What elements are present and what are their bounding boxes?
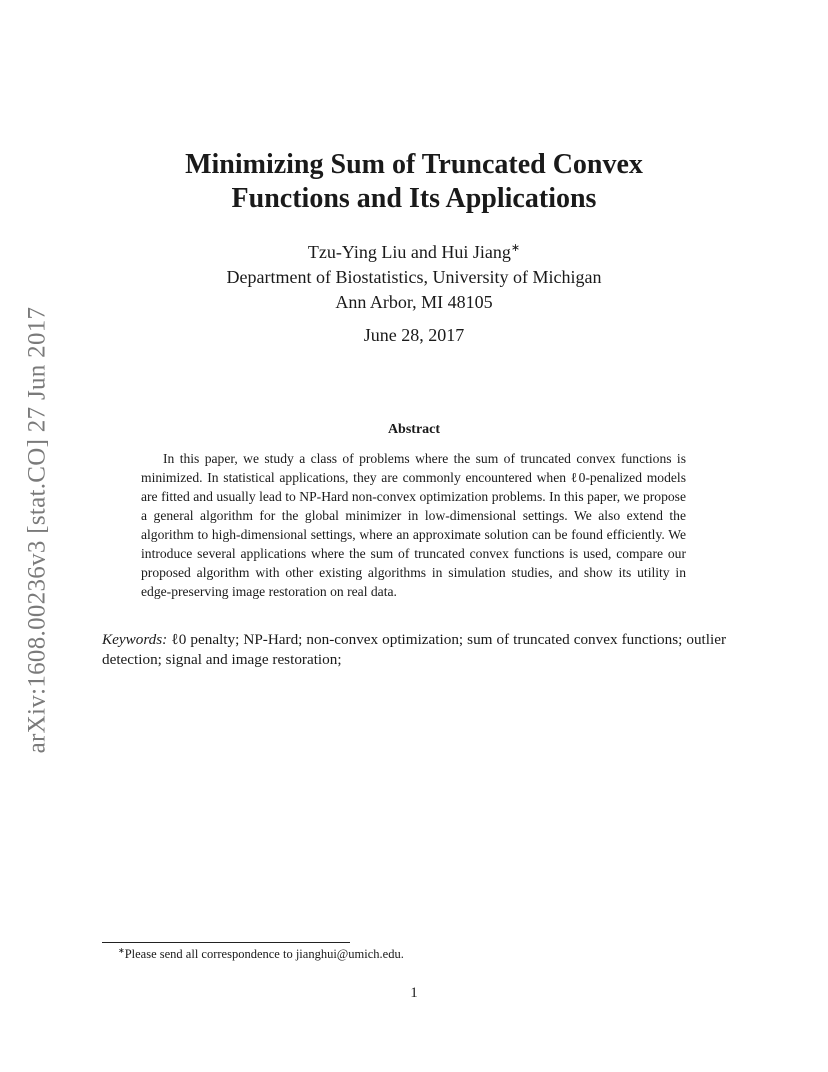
author-footnote-mark: ∗ bbox=[510, 242, 521, 254]
arxiv-identifier: arXiv:1608.00236v3 [stat.CO] 27 Jun 2017 bbox=[23, 306, 51, 754]
author-location: Ann Arbor, MI 48105 bbox=[335, 292, 493, 312]
paper-date: June 28, 2017 bbox=[363, 325, 465, 345]
keywords-paragraph bbox=[102, 630, 726, 670]
footnote-divider bbox=[102, 942, 350, 943]
keywords-label: Keywords: bbox=[102, 631, 168, 648]
abstract-heading: Abstract bbox=[387, 422, 441, 437]
title-line-2: Functions and Its Applications bbox=[231, 183, 597, 214]
author-names: Tzu-Ying Liu and Hui Jiang bbox=[307, 242, 511, 262]
footnote-text: Please send all correspondence to jianghui@umich.edu. bbox=[124, 947, 404, 962]
page-number: 1 bbox=[410, 985, 418, 1001]
footnote bbox=[118, 946, 404, 962]
abstract-body: In this paper, we study a class of problems where the sum of truncated convex functions is minimized. In statistical applications, they are commonly encountered when ℓ0-penalized models are fitted and usually lead to NP-Hard non-convex optimization problems. In this paper, we propose a general algorithm for the global minimizer in low-dimensional settings. We also extend the algorithm to high-dimensional settings, where an approximate solution can be found efficiently. We introduce several applications where the sum of truncated convex functions is used, compare our proposed algorithm with other existing algorithms in simulation studies, and show its utility in edge-preserving image restoration on real data. bbox=[141, 451, 686, 599]
author-block bbox=[0, 236, 828, 315]
keywords-text: ℓ0 penalty; NP-Hard; non-convex optimization; sum of truncated convex functions; outlier detection; signal and image restoration; bbox=[102, 631, 726, 668]
arxiv-identifier-margin bbox=[22, 290, 52, 770]
footnote-mark: ∗ bbox=[118, 946, 125, 955]
paper-title bbox=[0, 148, 828, 216]
title-line-1: Minimizing Sum of Truncated Convex bbox=[185, 149, 643, 180]
author-names-line bbox=[0, 236, 828, 265]
author-affiliation: Department of Biostatistics, University of Michigan bbox=[226, 267, 602, 287]
